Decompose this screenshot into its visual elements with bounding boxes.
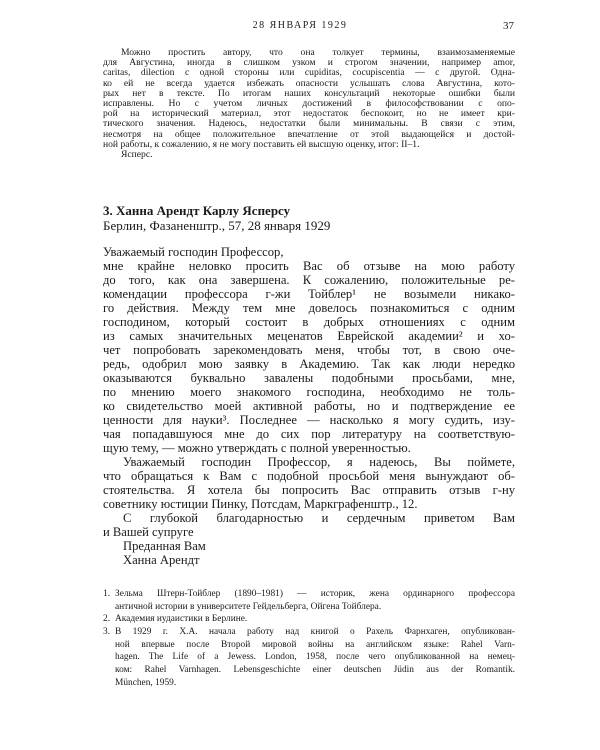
quote-line: Можно простить автору, что она толкует термины, взаимозаменяемые [121, 48, 515, 58]
letter-body [103, 245, 515, 567]
salutation: Уважаемый господин Профессор, [103, 245, 284, 259]
footnote-line: Зельма Штерн-Тойблер (1890–1981) — историк, жена ординарного профессора [115, 589, 515, 599]
quote-line: рых нет в тексте. По итогам наших консультаций некоторые ошибки были [103, 88, 515, 99]
footnote-number: 2. [103, 614, 111, 625]
footnotes [103, 588, 515, 690]
quote-signature: Ясперс. [121, 149, 153, 160]
letter-line: господином, который состоит в добрых отношениях с одним [103, 315, 515, 329]
review-quote [103, 48, 515, 160]
letter-line: советнику юстиции Пинку, Потсдам, Маркграфенштр., 12. [103, 497, 418, 511]
footnote [103, 626, 515, 689]
footnote [103, 613, 515, 626]
letter-line: что обращаться к Вам с подобной просьбой меня вынуждают об- [103, 469, 515, 483]
letter-line: до того, как она завершена. К сожалению, положительные ре- [103, 273, 515, 287]
footnote-line: античной истории в университете Гейдельберга, Ойгена Тойблера. [115, 601, 382, 612]
letter-line: оказываются буквально завалены подобными просьбами, мне, [103, 371, 515, 385]
quote-line: исправлены. Но с учетом личных достижений в философствовании с опо- [103, 98, 515, 109]
letter-line: чет попробовать зарекомендовать меня, чтобы тот, в свою оче- [103, 343, 515, 357]
letter-line: С глубокой благодарностью и сердечным приветом Вам [123, 511, 515, 525]
quote-line: ной работы, к сожалению, я не могу поставить ей высшую оценку, итог: II–1. [103, 139, 420, 150]
footnote-number: 3. [103, 627, 111, 638]
letter-line: и Вашей супруге [103, 525, 194, 539]
quote-line: для Августина, иногда в слишком узком и строгом значении, например amor, [103, 58, 515, 69]
letter-line: ценности для науки³. Последнее — насколько я могу судить, изу- [103, 413, 515, 427]
letter-line: комендации профессора г-жи Тойблер¹ не возымели никако- [103, 287, 515, 301]
letter-title: 3. Ханна Арендт Карлу Ясперсу [103, 203, 291, 218]
letter-line: ко свидетельство моей активной работы, но и подтверждение ее [103, 399, 515, 413]
letter-heading [103, 203, 515, 233]
quote-line: ко ей не всегда удается избежать опасности услышать слова Августина, кото- [103, 78, 515, 89]
letter-line: чая попадавшуюся мне до сих пор литературу на соответствую- [103, 427, 515, 441]
letter-line: по мнению моего знакомого господина, необходимо не толь- [103, 385, 515, 399]
signature-line: Преданная Вам [123, 539, 206, 553]
footnote-number: 1. [103, 589, 111, 599]
footnote-line: ком: Rahel Varnhagen. Lebensgeschichte einer deutschen Jüdin aus der Romantik. [115, 665, 515, 676]
footnote-line: В 1929 г. Х.А. начала работу над книгой о Рахель Фарнхаген, опубликован- [115, 627, 515, 638]
letter-line: щую тему, — можно утверждать с полной уверенностью. [103, 441, 411, 455]
letter-line: мне крайне неловко просить Вас об отзыве на мою работу [103, 259, 515, 273]
footnote [103, 588, 515, 613]
letter-line: редь, одобрил мою заявку в Академию. Так как люди нередко [103, 357, 515, 371]
quote-line: тического значения. Надеюсь, недостатки были минимальны. В связи с этим, [103, 119, 515, 130]
running-head: 28 ЯНВАРЯ 1929 [252, 20, 348, 31]
signature-line: Ханна Арендт [123, 553, 200, 567]
page-number: 37 [503, 20, 514, 32]
quote-line: caritas, dilection с одной стороны или cupiditas, cocupiscentia — с другой. Одна- [103, 68, 515, 79]
letter-line: стоятельства. Я хотела бы попросить Вас отправить отзыв г-ну [103, 483, 515, 497]
quote-line: несмотря на общее положительное впечатление от этой выдающейся и достой- [103, 129, 515, 140]
letter-line: го действия. Между тем мне довелось познакомиться с одним [103, 301, 515, 315]
quote-line: рой на исторический материал, этот недостаток беспокоит, но не имеет кри- [103, 109, 515, 120]
letter-place-date: Берлин, Фазаненштр., 57, 28 января 1929 [103, 218, 331, 233]
footnote-line: München, 1959. [115, 677, 177, 688]
footnote-line: ной впервые после Второй мировой войны на английском языке: Rahel Varn- [115, 639, 515, 650]
letter-line: из самых значительных меценатов Еврейской академии² и хо- [103, 329, 515, 343]
footnote-line: Академия иудаистики в Берлине. [115, 614, 248, 625]
footnote-line: hagen. The Life of a Jewess. London, 1958, после чего опубликованной на немец- [115, 652, 515, 663]
letter-line: Уважаемый господин Профессор, я надеюсь, Вы поймете, [123, 455, 515, 469]
